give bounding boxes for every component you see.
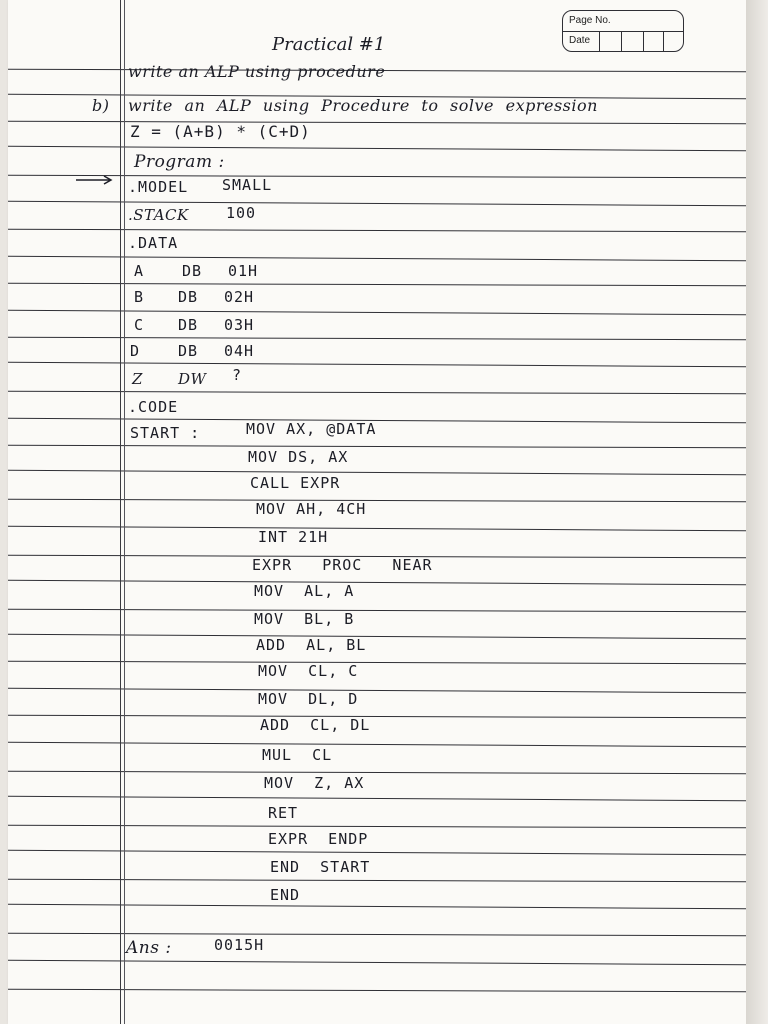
program-label: Program : (134, 152, 225, 172)
task-b-text: write an ALP using Procedure to solve expression (128, 96, 598, 115)
model-operand: SMALL (222, 176, 273, 194)
task-b-marker: b) (92, 96, 110, 115)
instruction-line: MOV DS, AX (248, 448, 349, 466)
var-z-directive: DW (178, 370, 207, 388)
instruction-line: MOV CL, C (258, 662, 359, 680)
instruction-line: RET (268, 804, 299, 822)
expression: Z = (A+B) * (C+D) (130, 122, 311, 141)
task-a-text: write an ALP using procedure (128, 62, 386, 81)
page-no-label: Page No. (569, 15, 611, 26)
instruction-line: ADD CL, DL (260, 716, 371, 734)
instruction-line: MOV Z, AX (264, 774, 365, 792)
var-c-label: C (134, 316, 145, 334)
instruction-line: EXPR PROC NEAR (252, 556, 433, 574)
instruction-line: CALL EXPR (250, 474, 341, 492)
page-edge (746, 0, 768, 1024)
date-cell-divider (643, 31, 644, 51)
instruction-line: EXPR ENDP (268, 830, 369, 848)
var-a-value: 01H (228, 262, 259, 280)
var-b-value: 02H (224, 288, 255, 306)
date-cell-divider (621, 31, 622, 51)
stack-label: .STACK (128, 206, 189, 224)
date-cell-divider (599, 31, 600, 51)
instruction-line: ADD AL, BL (256, 636, 367, 654)
answer-label: Ans : (126, 938, 172, 958)
var-b-label: B (134, 288, 145, 306)
instruction-line: MOV AL, A (254, 582, 355, 600)
var-c-directive: DB (178, 316, 199, 334)
instruction-line: MOV DL, D (258, 690, 359, 708)
instruction-line: END (270, 886, 301, 904)
var-b-directive: DB (178, 288, 199, 306)
start-label: START : (130, 424, 201, 442)
instruction-line: MOV AH, 4CH (256, 500, 367, 518)
var-a-directive: DB (182, 262, 203, 280)
code-label: .CODE (128, 398, 179, 416)
var-z-value: ? (232, 366, 243, 384)
instruction-line: MOV AX, @DATA (246, 420, 377, 438)
page-title: Practical #1 (272, 34, 386, 55)
instruction-line: END START (270, 858, 371, 876)
instruction-line: MOV BL, B (254, 610, 355, 628)
stack-operand: 100 (226, 204, 257, 222)
var-d-label: D (130, 342, 141, 360)
var-z-label: Z (132, 370, 143, 388)
var-c-value: 03H (224, 316, 255, 334)
date-label: Date (569, 35, 591, 46)
data-label: .DATA (128, 234, 179, 252)
var-d-value: 04H (224, 342, 255, 360)
arrow-icon (76, 175, 114, 185)
margin-line (120, 0, 121, 1024)
date-cell-divider (663, 31, 664, 51)
answer-value: 0015H (214, 936, 265, 954)
margin-line-inner (124, 0, 125, 1024)
instruction-line: MUL CL (262, 746, 333, 764)
var-d-directive: DB (178, 342, 199, 360)
model-label: .MODEL (128, 178, 189, 196)
notebook-page (8, 0, 746, 1024)
instruction-line: INT 21H (258, 528, 329, 546)
var-a-label: A (134, 262, 145, 280)
page-date-box (562, 10, 684, 52)
